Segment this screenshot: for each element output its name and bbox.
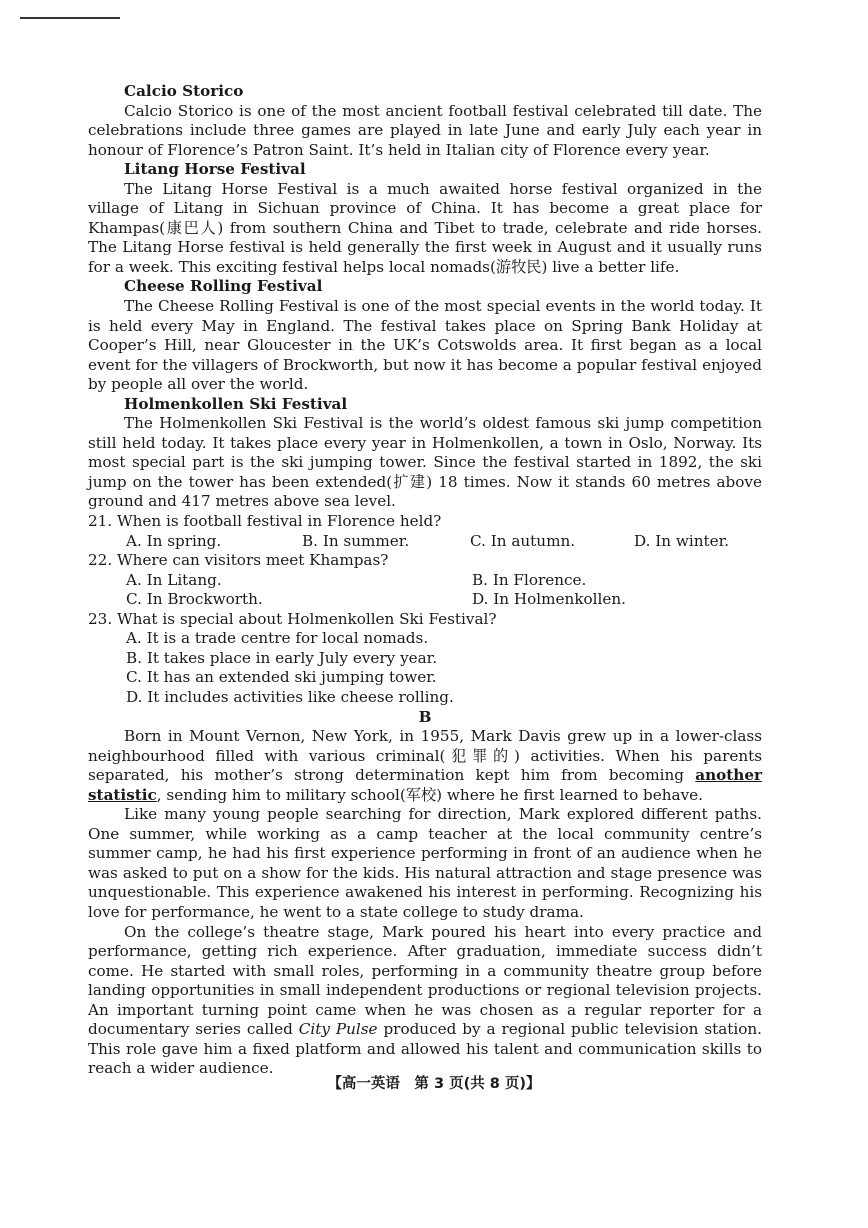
- festival-section: [88, 160, 762, 277]
- festival-text: The Litang Horse Festival is a much awaited horse festival organized in the village of Litang in Sichuan province of China. It has become a great place for Khampas(康巴人) from southern China and Tibet to trade, celebrate and ride horses. The Litang Horse festival is held generally the first week in August and it usually runs for a week. This exciting festival helps local nomads(游牧民) live a better life.: [88, 179, 762, 276]
- question-22: [88, 551, 762, 610]
- question-options-row-2: [88, 590, 762, 610]
- festival-section: [88, 277, 762, 394]
- question-23: [88, 610, 762, 708]
- option-a: A. It is a trade centre for local nomads.: [126, 629, 429, 648]
- festival-text: Calcio Storico is one of the most ancient football festival celebrated till date. The celebrations include three games are played in late June and early July each year in honour of Florence’s Patron Saint. It’s held in Italian city of Florence every year.: [88, 101, 762, 159]
- question-21: [88, 512, 762, 551]
- question-stem: 22. Where can visitors meet Khampas?: [88, 551, 389, 570]
- section-label: B: [418, 707, 432, 726]
- question-stem: 23. What is special about Holmenkollen Ski Festival?: [88, 609, 497, 628]
- festival-text: The Holmenkollen Ski Festival is the world’s oldest famous ski jump competition still held today. It takes place every year in Holmenkollen, a town in Oslo, Norway. Its most special part is the ski jumping tower. Since the festival started in 1892, the ski jump on the tower has been extended(扩建) 18 times. Now it stands 60 metres above ground and 417 metres above sea level.: [88, 414, 762, 511]
- exam-page: [88, 82, 762, 1079]
- question-options-row-1: [88, 571, 762, 591]
- text-run: On the college’s theatre stage, Mark poured his heart into every practice and performance, getting rich experience. After graduation, immediate success didn’t come. He started with small roles, performing in a community theatre group before landing opportunities in small independent productions or regional television projects. An important turning point came when he was chosen as a regular reporter for a documentary series called: [88, 922, 762, 1039]
- passage-b-paragraph-3: [88, 923, 762, 1079]
- top-rule: [20, 17, 120, 19]
- text-run: Born in Mount Vernon, New York, in 1955, Mark Davis grew up in a lower-class neighbourhood filled with various criminal(犯罪的) activities. When his parents separated, his mother’s strong determination kept him from becoming: [88, 727, 762, 785]
- passage-b-paragraph-2: Like many young people searching for direction, Mark explored different paths. One summer, while working as a camp teacher at the local community centre’s summer camp, he had his first experience performing in front of an audience when he was asked to put on a show for the kids. His natural attraction and stage presence was unquestionable. This experience awakened his interest in performing. Recognizing his love for performance, he went to a state college to study drama.: [88, 805, 762, 921]
- page-footer: 【高一英语 第 3 页(共 8 页)】: [327, 1076, 541, 1092]
- text-run: , sending him to military school(军校) where he first learned to behave.: [156, 785, 703, 804]
- option-d: D. It includes activities like cheese rolling.: [126, 687, 454, 706]
- option-d: D. In Holmenkollen.: [472, 590, 626, 609]
- festival-text: The Cheese Rolling Festival is one of the most special events in the world today. It is held every May in England. The festival takes place on Spring Bank Holiday at Cooper’s Hill, near Gloucester in the UK’s Cotswolds area. It first began as a local event for the villagers of Brockworth, but now it has become a popular festival enjoyed by people all over the world.: [88, 297, 762, 394]
- festival-title: Litang Horse Festival: [124, 160, 306, 179]
- option-b: B. In summer.: [302, 531, 410, 550]
- option-a: A. In spring.: [126, 531, 222, 550]
- series-title: City Pulse: [298, 1020, 378, 1039]
- option-b: B. In Florence.: [472, 570, 587, 589]
- text-run: produced by a regional public television station. This role gave him a fixed platform and allowed his talent and communication skills to reach a wider audience.: [88, 1020, 762, 1078]
- question-stem: 21. When is football festival in Florence held?: [88, 512, 442, 531]
- passage-b-paragraph-1: [88, 727, 762, 805]
- festival-section: [88, 395, 762, 512]
- festival-title: Holmenkollen Ski Festival: [124, 394, 348, 413]
- underlined-phrase: another statistic: [88, 766, 762, 804]
- option-a: A. In Litang.: [126, 570, 222, 589]
- festival-title: Cheese Rolling Festival: [124, 277, 323, 296]
- option-c: C. In autumn.: [470, 531, 576, 550]
- festival-section: [88, 82, 762, 160]
- option-c: C. In Brockworth.: [126, 590, 263, 609]
- option-d: D. In winter.: [634, 531, 730, 550]
- option-b: B. It takes place in early July every year.: [126, 648, 438, 667]
- question-options: [88, 532, 762, 552]
- festival-title: Calcio Storico: [124, 82, 244, 100]
- option-c: C. It has an extended ski jumping tower.: [126, 668, 437, 687]
